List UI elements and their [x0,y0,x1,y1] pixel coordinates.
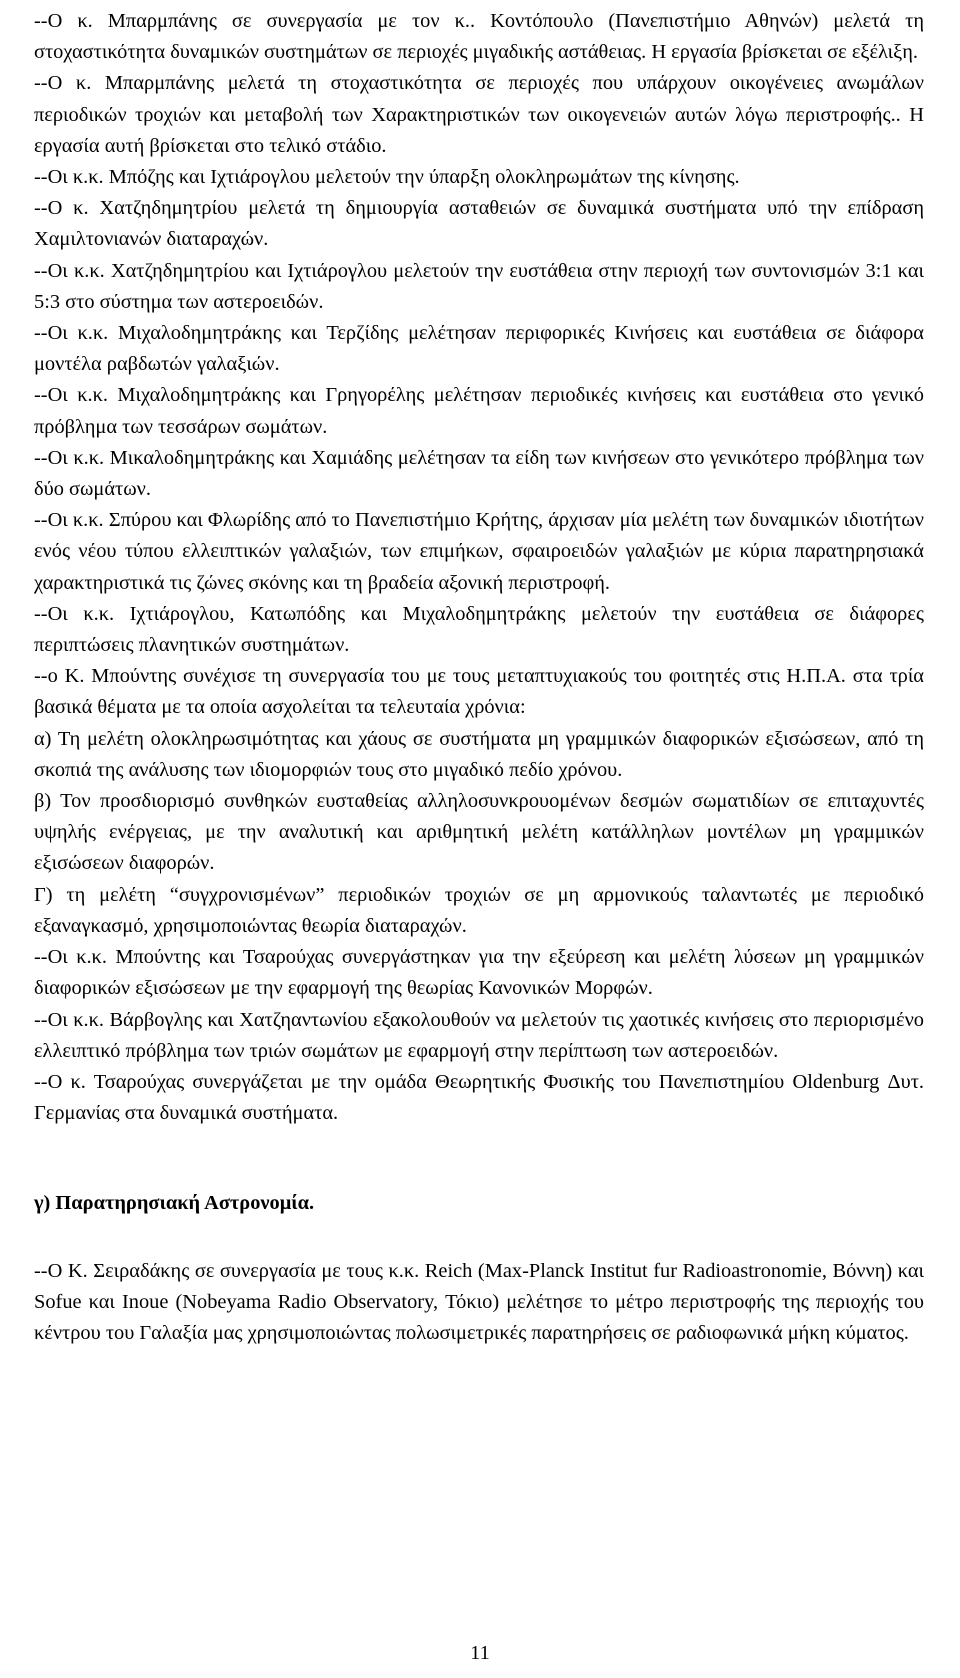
paragraph-12: α) Τη μελέτη ολοκληρωσιμότητας και χάους σε συστήματα μη γραμμικών διαφορικών εξισώσεων, από τη σκοπιά της ανάλυσης των ιδιομορφιών τους στο μιγαδικό πεδίο χρόνου. [34,727,924,781]
paragraph-2: --Ο κ. Μπαρμπάνης μελετά τη στοχαστικότητα σε περιοχές που υπάρχουν οικογένειες ανωμάλων περιοδικών τροχιών και μεταβολή των Χαρακτηριστικών των οικογενειών αυτών λόγω περιστροφής.. Η εργασία αυτή βρίσκεται στο τελικό στάδιο. [34,72,924,157]
page-number: 11 [470,1642,490,1664]
paragraph-8: --Οι κ.κ. Μικαλοδημητράκης και Χαμιάδης μελέτησαν τα είδη των κινήσεων στο γενικότερο πρόβλημα των δύο σωμάτων. [34,446,924,501]
paragraph-1: --Ο κ. Μπαρμπάνης σε συνεργασία με τον κ.. Κοντόπουλο (Πανεπιστήμιο Αθηνών) μελετά τη στοχαστικότητα δυναμικών συστημάτων σε περιοχές μιγαδικής αστάθειας. Η εργασία βρίσκεται σε εξέλιξη. [34,10,924,64]
paragraph-7: --Οι κ.κ. Μιχαλοδημητράκης και Γρηγορέλης μελέτησαν περιοδικές κινήσεις και ευστάθεια στο γενικό πρόβλημα των τεσσάρων σωμάτων. [34,384,924,438]
paragraph-5: --Οι κ.κ. Χατζηδημητρίου και Ιχτιάρογλου μελετούν την ευστάθεια στην περιοχή των συντονισμών 3:1 και 5:3 στο σύστημα των αστεροειδών. [34,259,924,313]
paragraph-3: --Οι κ.κ. Μπόζης και Ιχτιάρογλου μελετούν την ύπαρξη ολοκληρωμάτων της κίνησης. [34,166,740,189]
paragraph-15: --Οι κ.κ. Μπούντης και Τσαρούχας συνεργάστηκαν για την εξεύρεση και μελέτη λύσεων μη γραμμικών διαφορικών εξισώσεων με την εφαρμογή της θεωρίας Κανονικών Μορφών. [34,946,924,1000]
paragraph-17: --Ο κ. Τσαρούχας συνεργάζεται με την ομάδα Θεωρητικής Φυσικής του Πανεπιστημίου Oldenburg Δυτ. Γερμανίας στα δυναμικά συστήματα. [34,1070,924,1125]
paragraph-9: --Οι κ.κ. Σπύρου και Φλωρίδης από το Πανεπιστήμιο Κρήτης, άρχισαν μία μελέτη των δυναμικών ιδιοτήτων ενός νέου τύπου ελλειπτικών γαλαξιών, των επιμήκων, σφαιροειδών γαλαξιών με κύρια παρατηρησιακά χαρακτηριστικά τις ζώνες σκόνης και τη βραδεία αξονική περιστροφή. [34,509,924,594]
paragraph-13: β) Τον προσδιορισμό συνθηκών ευσταθείας αλληλοσυνκρουομένων δεσμών σωματιδίων σε επιταχυντές υψηλής ενέργειας, με την αναλυτική και αριθμητική μελέτη κατάλληλων μοντέλων μη γραμμικών εξισώσεων διαφορών. [34,790,924,875]
paragraph-6: --Οι κ.κ. Μιχαλοδημητράκης και Τερζίδης μελέτησαν περιφορικές Κινήσεις και ευστάθεια σε διάφορα μοντέλα ραβδωτών γαλαξιών. [34,322,924,376]
section-heading: γ) Παρατηρησιακή Αστρονομία. [34,1192,315,1215]
paragraph-11: --ο Κ. Μπούντης συνέχισε τη συνεργασία του με τους μεταπτυχιακούς του φοιτητές στις Η.Π.Α. στα τρία βασικά θέματα με τα οποία ασχολείται τα τελευταία χρόνια: [34,665,924,719]
section-paragraph: --Ο Κ. Σειραδάκης σε συνεργασία με τους κ.κ. Reich (Max-Planck Institut fur Radioastronomie, Βόννη) και Sofue και Inoue (Nobeyama Radio Observatory, Τόκιο) μελέτησε το μέτρο περιστροφής της περιοχής του κέντρου του Γαλαξία μας χρησιμοποιώντας πολωσιμετρικές παρατηρήσεις σε ραδιοφωνικά μήκη κύματος. [34,1259,924,1344]
paragraph-4: --Ο κ. Χατζηδημητρίου μελετά τη δημιουργία ασταθειών σε δυναμικά συστήματα υπό την επίδραση Χαμιλτονιανών διαταραχών. [34,197,924,251]
paragraph-14: Γ) τη μελέτη “συγχρονισμένων” περιοδικών τροχιών σε μη αρμονικούς ταλαντωτές με περιοδικό εξαναγκασμό, χρησιμοποιώντας θεωρία διαταραχών. [34,883,924,937]
paragraph-10: --Οι κ.κ. Ιχτιάρογλου, Κατωπόδης και Μιχαλοδημητράκης μελετούν την ευστάθεια σε διάφορες περιπτώσεις πλανητικών συστημάτων. [34,602,924,657]
paragraph-16: --Οι κ.κ. Βάρβογλης και Χατζηαντωνίου εξακολουθούν να μελετούν τις χαοτικές κινήσεις στο περιορισμένο ελλειπτικό πρόβλημα των τριών σωμάτων με εφαρμογή στην περίπτωση των αστεροειδών. [34,1008,924,1062]
document-page [34,6,924,1349]
section-spacer [34,1129,924,1188]
heading-spacer [34,1220,924,1256]
